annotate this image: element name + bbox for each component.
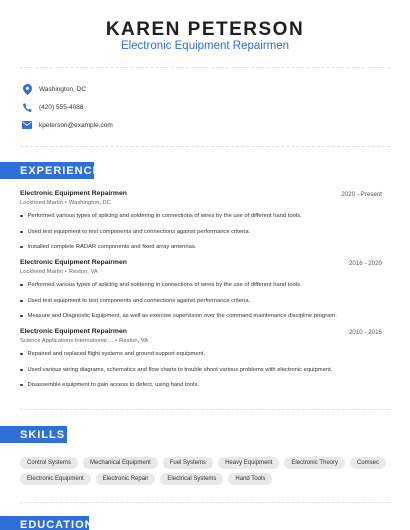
job-bullet: Measure and Diagnostic Equipment, as well as exercise supervision over the command maintenance discipline program.	[20, 313, 337, 319]
skill-tag: Electrical Systems	[160, 473, 223, 485]
skill-tag: Electronic Theory	[284, 457, 345, 469]
divider	[20, 409, 390, 410]
skill-tag: Electronic Equipment	[20, 473, 91, 485]
divider	[20, 502, 390, 503]
skills-row	[20, 457, 390, 469]
skill-tag: Mechanical Equipment	[83, 457, 158, 469]
skill-tag: Fuel Systems	[163, 457, 213, 469]
job-meta: Science Applications International ... • Reston, VA	[20, 338, 149, 344]
section-header-experience: EXPERIENCE	[0, 162, 94, 179]
candidate-title: Electronic Equipment Repairmen	[120, 40, 290, 52]
contact-phone	[20, 100, 83, 114]
job-bullet: Installed complete RADAR components and fixed array antennas.	[20, 244, 196, 250]
job-location: Washington, DC	[68, 200, 111, 206]
job-title: Electronic Equipment Repairmen	[20, 190, 127, 197]
phone-text: (420) 555-4088	[39, 103, 84, 111]
job-meta: Lockheed Martin • Reston, VA	[20, 269, 98, 275]
contact-email	[20, 118, 113, 132]
job-date: 2016 - 2020	[348, 260, 382, 267]
section-header-education: EDUCATION	[0, 516, 89, 530]
divider	[20, 146, 390, 147]
job-location: Reston, VA	[68, 269, 98, 275]
job-bullet: Performed various types of splicing and soldering in connections of wires by the use of different hand tools.	[20, 282, 302, 288]
phone-icon	[20, 100, 34, 114]
skill-tag: Heavy Equipment	[218, 457, 279, 469]
job-bullet: Used test equipment to test components and connections against performance criteria.	[20, 229, 250, 235]
section-header-skills: SKILLS	[0, 426, 67, 443]
job-date: 2010 - 2016	[348, 329, 382, 336]
job-title: Electronic Equipment Repairmen	[20, 328, 127, 335]
skill-tag: Electronic Repair	[96, 473, 156, 485]
email-text: kpeterson@example.com	[39, 121, 113, 129]
skills-row	[20, 473, 390, 485]
job-bullet: Used test equipment to test components and connections against performance criteria.	[20, 298, 250, 304]
location-text: Washington, DC	[39, 85, 87, 93]
job-title: Electronic Equipment Repairmen	[20, 259, 127, 266]
skill-tag: Comsec	[350, 457, 386, 469]
divider	[20, 67, 390, 68]
skill-tag: Hand Tools	[228, 473, 272, 485]
job-bullet: Used various wiring diagrams, schematics and flow charts to trouble shoot various problems with electronic equipment.	[20, 367, 332, 373]
job-bullet: Repaired and replaced flight systems and ground support equipment.	[20, 351, 205, 357]
contact-location	[20, 82, 86, 96]
job-bullet: Disassemble equipment to gain access to defect, using hand tools.	[20, 382, 199, 388]
job-company: Lockheed Martin	[20, 200, 63, 206]
skills-list	[20, 457, 390, 489]
job-meta: Lockheed Martin • Washington, DC	[20, 200, 111, 206]
job-location: Reston, VA	[119, 338, 149, 344]
candidate-name: KAREN PETERSON	[105, 19, 305, 40]
map-pin-icon	[20, 82, 34, 96]
job-company: Lockheed Martin	[20, 269, 63, 275]
job-bullet: Performed various types of splicing and soldering in connections of wires by the use of different hand tools.	[20, 213, 302, 219]
skill-tag: Control Systems	[20, 457, 78, 469]
job-company: Science Applications International ...	[20, 338, 114, 344]
envelope-icon	[20, 118, 34, 132]
job-date: 2020 - Present	[341, 191, 382, 198]
